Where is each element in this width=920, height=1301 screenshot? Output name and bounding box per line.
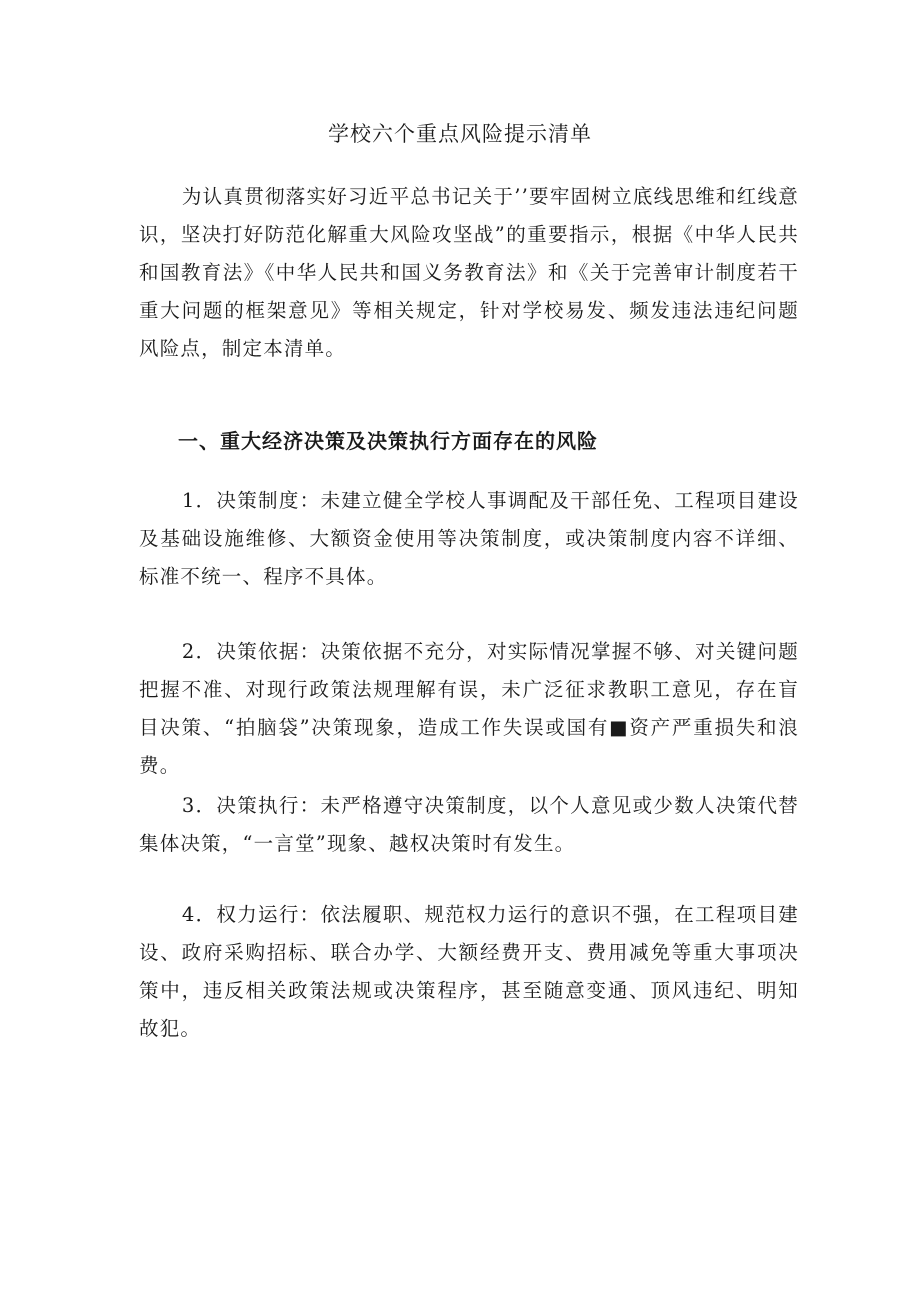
risk-item-decision-basis: 2．决策依据：决策依据不充分，对实际情况掌握不够、对关键问题把握不准、对现行政策法规理解有误，未广泛征求教职工意见，存在盲目决策、“拍脑袋”决策现象，造成工作失误或国有■资产严重损失和浪费。 — [139, 640, 799, 777]
risk-item-decision-execution: 3．决策执行：未严格遵守决策制度，以个人意见或少数人决策代替集体决策，“一言堂”现象、越权决策时有发生。 — [139, 794, 799, 855]
risk-item-power-operation: 4．权力运行：依法履职、规范权力运行的意识不强，在工程项目建设、政府采购招标、联合办学、大额经费开支、费用减免等重大事项决策中，违反相关政策法规或决策程序，甚至随意变通、顶风违纪、明知故犯。 — [139, 903, 799, 1040]
risk-item-decision-system: 1．决策制度：未建立健全学校人事调配及干部任免、工程项目建设及基础设施维修、大额资金使用等决策制度，或决策制度内容不详细、标准不统一、程序不具体。 — [139, 489, 799, 588]
intro-paragraph: 为认真贯彻落实好习近平总书记关于’’要牢固树立底线思维和红线意识，坚决打好防范化解重大风险攻坚战”的重要指示，根据《中华人民共和国教育法》《中华人民共和国义务教育法》和《关于完善审计制度若干重大问题的框架意见》等相关规定，针对学校易发、频发违法违纪问题风险点，制定本清单。 — [139, 185, 799, 360]
section-heading: 一、重大经济决策及决策执行方面存在的风险 — [178, 429, 598, 453]
document-title: 学校六个重点风险提示清单 — [328, 122, 592, 146]
